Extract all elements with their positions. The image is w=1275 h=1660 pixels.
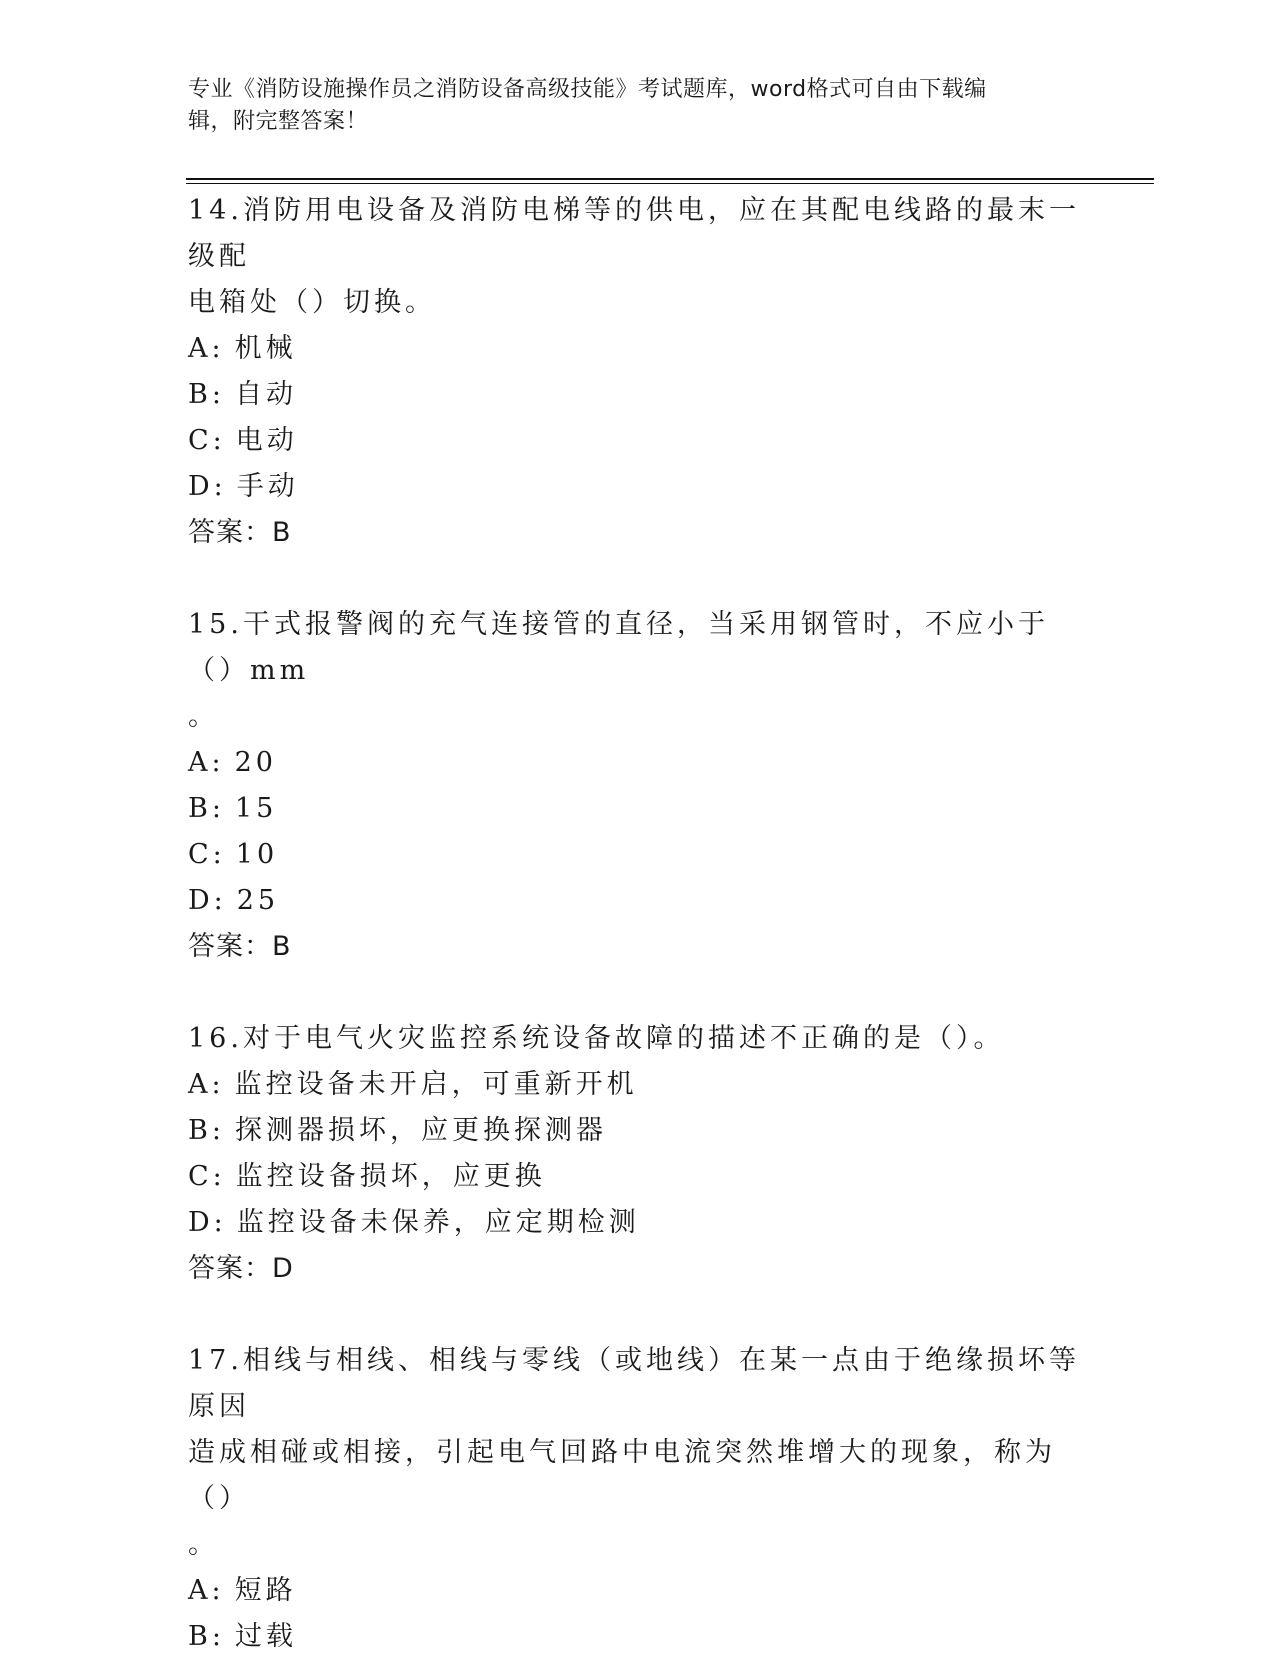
question-15: [188, 602, 1088, 970]
option-a: [188, 1568, 1088, 1614]
option-letter: D:: [188, 471, 227, 502]
question-17: [188, 1338, 1088, 1660]
question-spacer: [188, 556, 1088, 602]
option-text: 短路: [234, 1575, 297, 1606]
option-text: 监控设备损坏，应更换: [235, 1161, 546, 1192]
option-b: [188, 372, 1088, 418]
option-text: 10: [235, 839, 279, 870]
option-text: 机械: [234, 333, 297, 364]
option-b: [188, 1614, 1088, 1660]
option-d: [188, 464, 1088, 510]
option-a: [188, 740, 1088, 786]
option-letter: A:: [188, 1575, 225, 1606]
question-stem-line: 15.干式报警阀的充气连接管的直径，当采用钢管时，不应小于（）mm: [188, 609, 1049, 686]
option-letter: C:: [188, 839, 226, 870]
question-spacer: [188, 970, 1088, 1016]
option-letter: B:: [188, 793, 225, 824]
option-text: 监控设备未保养，应定期检测: [236, 1207, 640, 1238]
option-letter: C:: [188, 425, 226, 456]
option-text: 20: [234, 747, 277, 778]
option-text: 探测器损坏，应更换探测器: [234, 1115, 607, 1146]
option-letter: A:: [188, 1069, 225, 1100]
option-text: 自动: [234, 379, 297, 410]
answer-line: 答案：B: [188, 517, 292, 548]
option-text: 15: [234, 793, 278, 824]
header-divider-thin: [186, 183, 1154, 184]
option-b: [188, 1108, 1088, 1154]
question-stem-line: 造成相碰或相接，引起电气回路中电流突然堆增大的现象，称为（）: [188, 1437, 1056, 1514]
question-list: [188, 188, 1088, 1660]
option-d: [188, 878, 1088, 924]
option-letter: A:: [188, 747, 225, 778]
option-letter: C:: [188, 1161, 226, 1192]
option-letter: A:: [188, 333, 225, 364]
option-text: 过载: [234, 1621, 297, 1652]
option-letter: B:: [188, 379, 225, 410]
option-b: [188, 786, 1088, 832]
option-c: [188, 832, 1088, 878]
option-text: 电动: [235, 425, 298, 456]
option-a: [188, 326, 1088, 372]
option-letter: B:: [188, 1621, 225, 1652]
header-line-1: 专业《消防设施操作员之消防设备高级技能》考试题库，word格式可自由下载编: [188, 77, 987, 102]
option-letter: D:: [188, 1207, 227, 1238]
option-text: 手动: [236, 471, 299, 502]
option-a: [188, 1062, 1088, 1108]
question-stem-line: 16.对于电气火灾监控系统设备故障的描述不正确的是（）。: [188, 1023, 1005, 1054]
document-header: [188, 74, 1068, 138]
header-divider-thick: [186, 178, 1154, 180]
option-letter: D:: [188, 885, 227, 916]
option-letter: B:: [188, 1115, 225, 1146]
header-line-2: 辑，附完整答案！: [188, 109, 369, 134]
option-text: 25: [236, 885, 280, 916]
question-stem-line: 电箱处（）切换。: [188, 287, 436, 318]
question-stem-line: 。: [188, 701, 219, 732]
answer-line: 答案：B: [188, 931, 292, 962]
option-text: 监控设备未开启，可重新开机: [234, 1069, 638, 1100]
question-16: [188, 1016, 1088, 1292]
question-spacer: [188, 1292, 1088, 1338]
question-stem-line: 14.消防用电设备及消防电梯等的供电，应在其配电线路的最末一级配: [188, 195, 1080, 272]
question-14: [188, 188, 1088, 556]
question-stem-line: 17.相线与相线、相线与零线（或地线）在某一点由于绝缘损坏等原因: [188, 1345, 1080, 1422]
option-c: [188, 1154, 1088, 1200]
option-d: [188, 1200, 1088, 1246]
answer-line: 答案：D: [188, 1253, 294, 1284]
question-stem-line: 。: [188, 1529, 219, 1560]
option-c: [188, 418, 1088, 464]
